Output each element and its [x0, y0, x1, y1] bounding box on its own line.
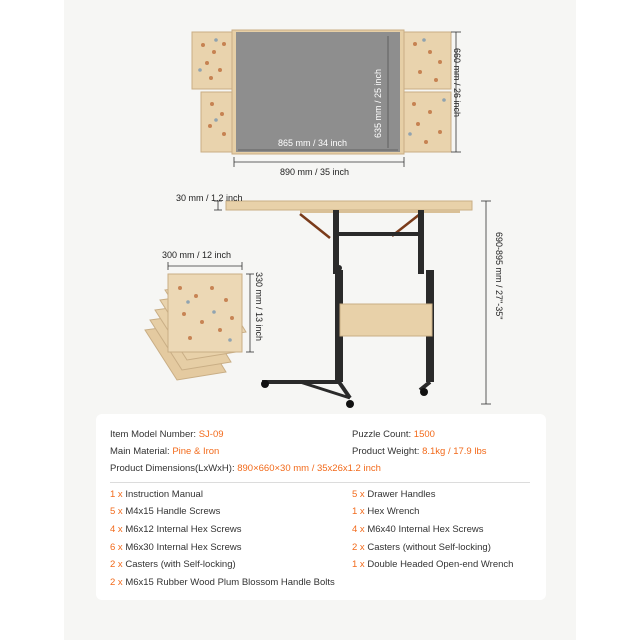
model-number-value: SJ-09	[198, 429, 224, 440]
puzzle-count-row	[352, 429, 435, 440]
part-item	[352, 559, 513, 570]
part-qty: 5 x	[352, 489, 365, 500]
model-number-row	[110, 429, 224, 440]
part-name: Double Headed Open-end Wrench	[367, 559, 514, 570]
weight-value: 8.1kg / 17.9 lbs	[422, 446, 487, 457]
material-row	[110, 446, 219, 457]
part-name: Casters (without Self-locking)	[367, 542, 491, 553]
thickness-value: 30 mm / 1.2 inch	[176, 193, 243, 203]
board-width-label: 865 mm / 34 inch	[278, 138, 348, 148]
dimensions-value: 890×660×30 mm / 35x26x1.2 inch	[237, 463, 381, 474]
model-number-label: Item Model Number:	[110, 429, 197, 440]
weight-label: Product Weight:	[352, 446, 420, 457]
part-item	[352, 489, 435, 500]
part-item	[110, 489, 203, 500]
part-name: Drawer Handles	[367, 489, 436, 500]
dimensions-label: Product Dimensions(LxWxH):	[110, 463, 235, 474]
drawer-depth-label: 330 mm / 13 inch	[254, 272, 264, 342]
material-label: Main Material:	[110, 446, 170, 457]
part-name: Instruction Manual	[125, 489, 203, 500]
height-range-label: 690-895 mm / 27"-35"	[494, 232, 504, 320]
material-value: Pine & Iron	[172, 446, 220, 457]
part-qty: 1 x	[352, 559, 365, 570]
part-qty: 2 x	[110, 577, 123, 588]
part-qty: 5 x	[110, 506, 123, 517]
part-item	[110, 524, 242, 535]
puzzle-count-label: Puzzle Count:	[352, 429, 412, 440]
thickness-label	[176, 192, 243, 204]
puzzle-count-value: 1500	[413, 429, 435, 440]
part-name: M4x15 Handle Screws	[125, 506, 221, 517]
part-qty: 2 x	[110, 559, 123, 570]
part-qty: 6 x	[110, 542, 123, 553]
top-width-label: 890 mm / 35 inch	[280, 167, 350, 177]
part-item	[352, 506, 419, 517]
part-name: M6x40 Internal Hex Screws	[367, 524, 484, 535]
drawer-width-label: 300 mm / 12 inch	[162, 250, 232, 260]
part-name: M6x15 Rubber Wood Plum Blossom Handle Bolts	[125, 577, 335, 588]
part-name: M6x12 Internal Hex Screws	[125, 524, 242, 535]
part-item	[110, 559, 236, 570]
part-qty: 1 x	[110, 489, 123, 500]
divider	[110, 482, 530, 483]
part-qty: 2 x	[352, 542, 365, 553]
part-qty: 4 x	[110, 524, 123, 535]
part-item	[352, 524, 484, 535]
dimensions-row	[110, 463, 381, 474]
part-item	[110, 506, 220, 517]
board-depth-label: 635 mm / 25 inch	[373, 68, 383, 138]
top-depth-label: 660 mm / 26 inch	[452, 48, 462, 118]
part-qty: 4 x	[352, 524, 365, 535]
part-qty: 1 x	[352, 506, 365, 517]
part-item	[352, 542, 491, 553]
part-name: M6x30 Internal Hex Screws	[125, 542, 242, 553]
part-item	[110, 577, 335, 588]
top-view-board	[192, 30, 451, 154]
part-name: Casters (with Self-locking)	[125, 559, 236, 570]
part-name: Hex Wrench	[367, 506, 420, 517]
weight-row	[352, 446, 487, 457]
part-item	[110, 542, 242, 553]
drawer-stack	[145, 274, 246, 380]
